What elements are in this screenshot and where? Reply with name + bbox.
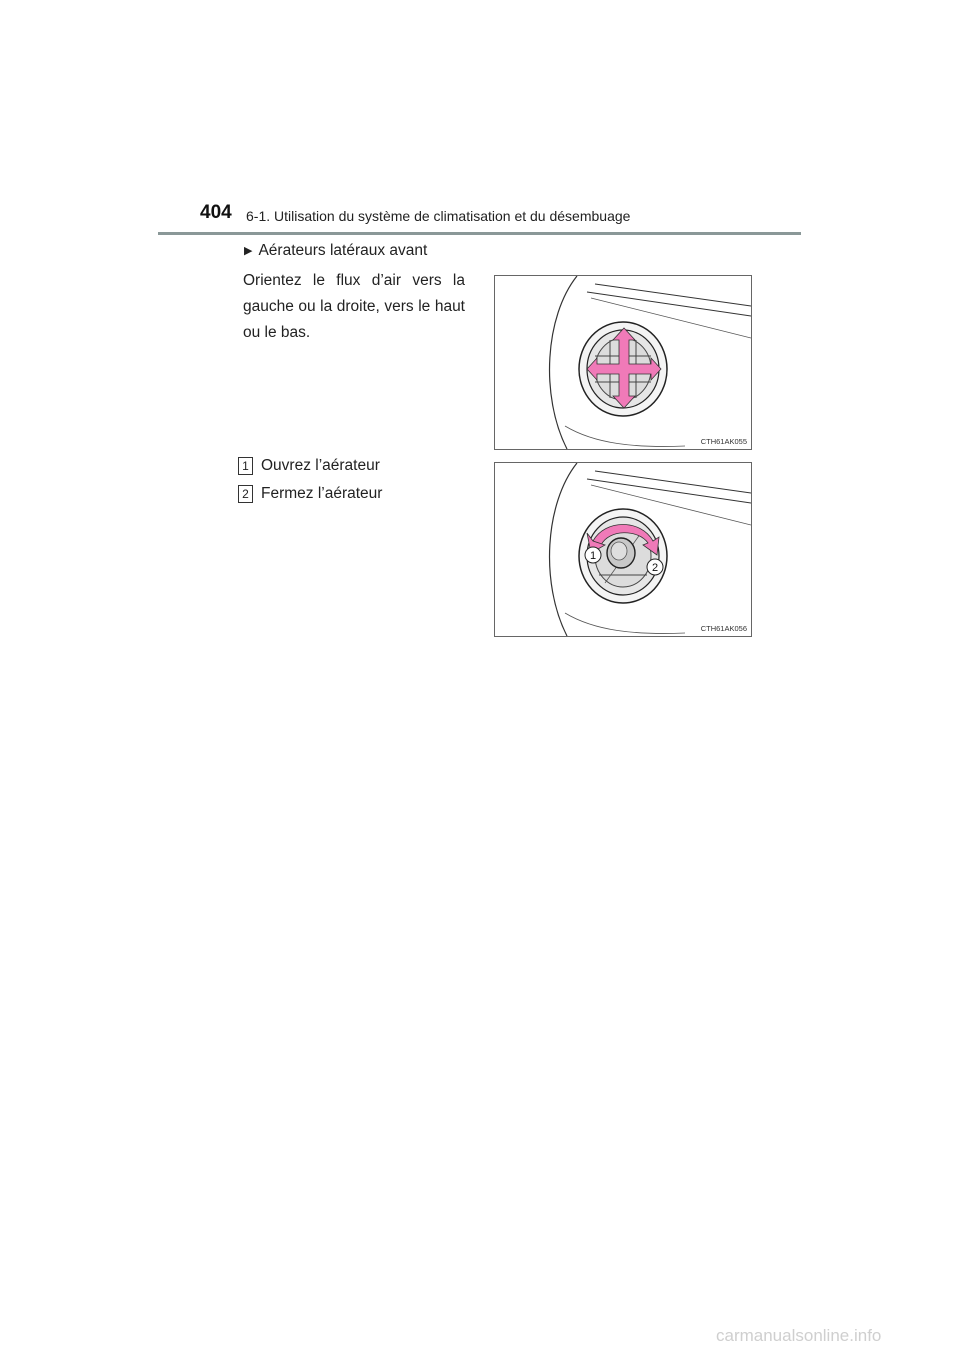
step-number: 2	[238, 485, 253, 503]
step-label: Ouvrez l’aérateur	[261, 457, 380, 474]
bullet-icon: ▶	[244, 244, 253, 257]
step-number: 1	[238, 457, 253, 475]
vent-dial-illustration	[495, 463, 751, 636]
step-item	[238, 457, 380, 475]
header-rule	[158, 232, 801, 235]
figure-vent-open-close	[494, 462, 752, 637]
step-label: Fermez l’aérateur	[261, 485, 383, 502]
step-item	[238, 485, 382, 503]
instruction-paragraph: Orientez le flux d’air vers la gauche ou la droite, vers le haut ou le bas.	[243, 272, 465, 341]
page-number: 404	[200, 202, 232, 223]
callout-1: 1	[589, 550, 597, 562]
figure-vent-directions	[494, 275, 752, 450]
subheading-text: Aérateurs latéraux avant	[258, 242, 428, 259]
section-title: 6-1. Utilisation du système de climatisation et du désembuage	[246, 208, 631, 224]
subheading	[244, 242, 427, 260]
callout-2: 2	[651, 562, 659, 574]
watermark: carmanualsonline.info	[716, 1326, 882, 1345]
figure-code: CTH61AK055	[700, 437, 747, 446]
vent-direction-illustration	[495, 276, 751, 449]
figure-code: CTH61AK056	[700, 624, 747, 633]
